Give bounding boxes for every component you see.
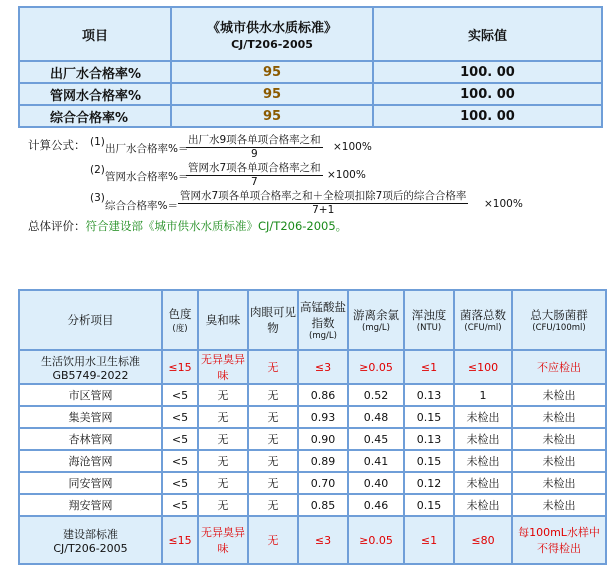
table-cell: 未检出 [455, 407, 511, 427]
formula-1-denominator: 9 [251, 148, 258, 160]
analysis-header-row [20, 291, 605, 349]
table-cell: 0.48 [349, 407, 403, 427]
table-cell: 0.15 [405, 407, 453, 427]
table-cell: 未检出 [455, 451, 511, 471]
table-cell: 0.13 [405, 429, 453, 449]
pass-rate-table [18, 6, 603, 128]
pass-rate-row [20, 84, 601, 104]
formula-3-number: (3) [90, 192, 105, 204]
formula-3-tail: ×100% [484, 198, 523, 210]
table-cell: 0.15 [405, 451, 453, 471]
header-coliform: 总大肠菌群 (CFU/100ml) [513, 291, 605, 349]
table-row [20, 495, 605, 515]
table-cell: 无 [199, 429, 247, 449]
table-cell: 不应检出 [513, 351, 605, 383]
table-cell: 未检出 [455, 429, 511, 449]
formula-2-lhs: 管网水合格率%＝ [105, 171, 189, 183]
table-cell: 同安管网 [20, 473, 161, 493]
table-cell: 无 [199, 451, 247, 471]
row-actual: 100. 00 [374, 62, 601, 82]
gb-standard-row [20, 351, 605, 383]
table-cell: 0.40 [349, 473, 403, 493]
row-actual: 100. 00 [374, 106, 601, 126]
table-cell: <5 [163, 429, 197, 449]
table-cell: 无异臭异味 [201, 353, 245, 382]
table-cell: 无 [249, 495, 297, 515]
table-cell: 0.90 [299, 429, 347, 449]
table-cell: 市区管网 [20, 385, 161, 405]
table-cell: ≤3 [299, 351, 347, 383]
header-standard-title: 《城市供水水质标准》 [206, 21, 337, 36]
table-cell: 0.52 [349, 385, 403, 405]
row-standard: 95 [172, 106, 372, 126]
gb-standard-name: 生活饮用水卫生标准 GB5749-2022 [20, 351, 161, 383]
table-cell: 0.46 [349, 495, 403, 515]
table-cell: 0.89 [299, 451, 347, 471]
formula-3-lhs: 综合合格率%＝ [105, 200, 178, 212]
table-cell: 无 [249, 451, 297, 471]
formula-2-fraction [186, 160, 323, 188]
row-label: 综合合格率% [20, 106, 170, 126]
ministry-standard-row [20, 517, 605, 563]
table-cell: ≤15 [163, 517, 197, 563]
pass-rate-row [20, 62, 601, 82]
analysis-table [18, 289, 607, 565]
table-cell: 0.13 [405, 385, 453, 405]
table-cell: ≤80 [455, 517, 511, 563]
header-color: 色度 (度) [163, 291, 197, 349]
header-chlorine: 游离余氯 (mg/L) [349, 291, 403, 349]
table-cell: ≤100 [455, 351, 511, 383]
formula-3-fraction [178, 188, 468, 216]
row-label: 管网水合格率% [20, 84, 170, 104]
table-cell: 0.93 [299, 407, 347, 427]
table-cell: 无 [249, 407, 297, 427]
header-colony: 菌落总数 (CFU/ml) [455, 291, 511, 349]
table-cell: 0.85 [299, 495, 347, 515]
table-cell: <5 [163, 407, 197, 427]
table-cell: <5 [163, 385, 197, 405]
table-cell: 未检出 [513, 451, 605, 471]
table-cell: 未检出 [513, 495, 605, 515]
evaluation-value: 符合建设部《城市供水水质标准》CJ/T206-2005。 [85, 219, 348, 233]
table-cell: <5 [163, 495, 197, 515]
row-actual: 100. 00 [374, 84, 601, 104]
table-cell: 每100mL水样中不得检出 [513, 517, 605, 563]
table-row [20, 473, 605, 493]
row-label: 出厂水合格率% [20, 62, 170, 82]
table-cell: 0.41 [349, 451, 403, 471]
table-cell: ≤15 [163, 351, 197, 383]
table-cell: <5 [163, 473, 197, 493]
table-row [20, 429, 605, 449]
table-cell: 翔安管网 [20, 495, 161, 515]
table-cell: 无 [199, 495, 247, 515]
formula-intro: 计算公式： [28, 138, 86, 152]
table-row [20, 385, 605, 405]
header-standard-code: CJ/T206-2005 [231, 38, 313, 51]
table-cell: 未检出 [513, 473, 605, 493]
table-cell: 0.15 [405, 495, 453, 515]
formula-1-numerator: 出厂水9项各单项合格率之和 [188, 134, 321, 146]
formula-1-tail: ×100% [333, 141, 372, 153]
row-standard: 95 [172, 62, 372, 82]
formula-2-denominator: 7 [251, 176, 258, 188]
formula-1-number: (1) [90, 136, 105, 148]
table-cell: ≤3 [299, 517, 347, 563]
pass-rate-row [20, 106, 601, 126]
formula-1-lhs: 出厂水合格率%＝ [105, 143, 189, 155]
table-cell: ≥0.05 [349, 517, 403, 563]
table-cell: <5 [163, 451, 197, 471]
overall-evaluation [28, 218, 347, 234]
header-standard [172, 8, 372, 60]
formula-2-number: (2) [90, 164, 105, 176]
table-cell: 未检出 [513, 429, 605, 449]
header-item: 项目 [20, 8, 170, 60]
table-cell: 未检出 [513, 407, 605, 427]
header-analysis-item: 分析项目 [20, 291, 161, 349]
table-cell: 未检出 [455, 473, 511, 493]
header-odor: 臭和味 [199, 291, 247, 349]
table-row [20, 451, 605, 471]
table-cell: 海沧管网 [20, 451, 161, 471]
table-cell: ≤1 [405, 517, 453, 563]
formula-3-denominator: 7+1 [312, 204, 335, 216]
ministry-standard-name: 建设部标准 CJ/T206-2005 [20, 517, 161, 563]
header-turbidity: 浑浊度 (NTU) [405, 291, 453, 349]
table-cell: 未检出 [513, 385, 605, 405]
table-cell: 无 [249, 473, 297, 493]
table-cell: 无 [199, 407, 247, 427]
table-cell: 集美管网 [20, 407, 161, 427]
formula-1-fraction [186, 132, 323, 160]
table-cell: 无 [199, 385, 247, 405]
table-cell: 1 [455, 385, 511, 405]
header-permanganate: 高锰酸盐指数 (mg/L) [299, 291, 347, 349]
evaluation-label: 总体评价： [28, 219, 86, 233]
table-cell: 杏林管网 [20, 429, 161, 449]
table-cell: 无 [199, 473, 247, 493]
formula-2-numerator: 管网水7项各单项合格率之和 [188, 162, 321, 174]
table-cell: 0.45 [349, 429, 403, 449]
row-standard: 95 [172, 84, 372, 104]
formula-3-numerator: 管网水7项各单项合格率之和＋全检项扣除7项后的综合合格率 [180, 190, 467, 202]
formula-2-tail: ×100% [327, 169, 366, 181]
header-visible: 肉眼可见物 [249, 291, 297, 349]
header-actual: 实际值 [374, 8, 601, 60]
table-cell: 无 [249, 429, 297, 449]
table-cell: 无异臭异味 [199, 517, 247, 563]
table-cell: 无 [249, 385, 297, 405]
table-cell: ≥0.05 [349, 351, 403, 383]
table-cell: 无 [249, 517, 297, 563]
table-cell: 无 [249, 351, 297, 383]
table-row [20, 407, 605, 427]
table-cell: 未检出 [455, 495, 511, 515]
table-cell: ≤1 [405, 351, 453, 383]
table-cell: 0.12 [405, 473, 453, 493]
table-cell: 0.70 [299, 473, 347, 493]
table-cell: 0.86 [299, 385, 347, 405]
